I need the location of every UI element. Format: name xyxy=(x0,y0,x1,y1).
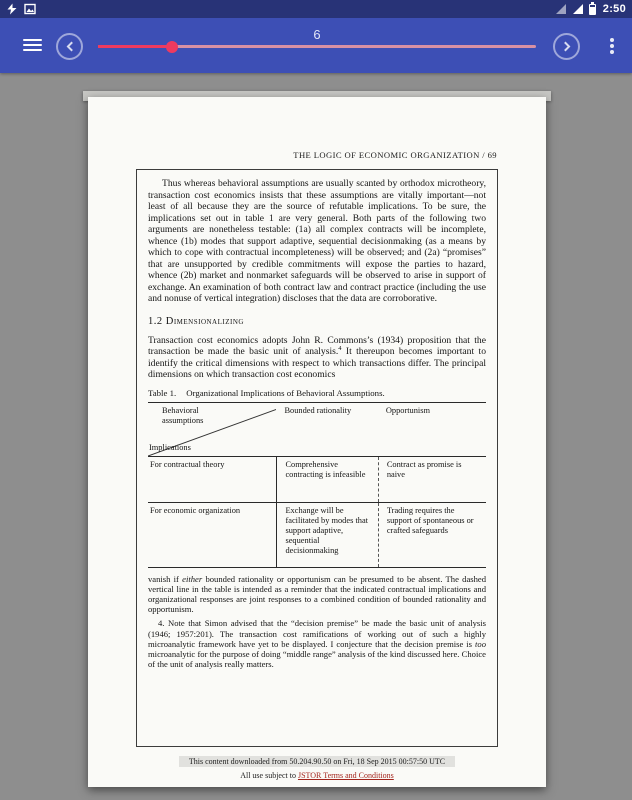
table-caption-label: Table 1. xyxy=(148,387,177,398)
table-cell: Exchange will be facilitated by modes that support adaptive, sequential decisionmaking xyxy=(276,503,377,567)
table-header-opportunism: Opportunism xyxy=(385,405,431,415)
table-header-bounded-rationality: Bounded rationality xyxy=(284,405,352,415)
status-bar xyxy=(0,0,632,18)
terms-link: JSTOR Terms and Conditions xyxy=(297,771,394,780)
paragraph: Thus whereas behavioral assumptions are usually scanted by orthodox microtheory, transaction cost economics insists that these assumptions are vitally important—not least of all because they are the source of refutable implications. To be sure, the implications set out in table 1 are very general. Both parts of the following two arguments are nonetheless testable: (1a) all complex contracts will be incomplete, whence (1b) modes that support adaptive, sequential decisionmaking (as a means by which to cope with contractual incompleteness) will be observed; and (2a) “promises” that are unsupported by credible commitments will expose the parties to hazard, whence (2b) market and nonmarket safeguards will be observed to arise in support of exchange. An examination of both contract law and contract practice (including the use and nonuse of vertical integration) discloses that the data are corroborative. xyxy=(148,178,486,304)
cellular-signal-2-icon xyxy=(572,3,584,15)
text-run: vanish if xyxy=(148,573,183,584)
paragraph xyxy=(148,335,486,381)
menu-icon[interactable] xyxy=(23,39,42,54)
slider-thumb[interactable] xyxy=(166,41,178,53)
document-canvas xyxy=(0,73,632,800)
status-time: 2:50 xyxy=(602,3,626,15)
text-run: Transaction cost economics adopts John R. Commons’s (1934) proposition that the transaction be made the basic unit of analysis. xyxy=(148,334,486,357)
status-system-area xyxy=(555,3,626,15)
text-run: bounded rationality or opportunism can be presumed to be absent. The dashed vertical line in the table is intended as a reminder that the indicated contractual implications and organizational responses are joint responses to a combined condition of bounded rationality and opportunism. xyxy=(148,573,487,615)
table-header-row xyxy=(148,403,486,457)
page-body xyxy=(136,169,498,747)
table-cell: For contractual theory xyxy=(150,459,225,469)
table-cell: Trading requires the support of spontaneous or crafted safeguards xyxy=(378,503,486,567)
table-header-implications: Implications xyxy=(149,442,191,452)
footnote-ref: 4 xyxy=(338,344,342,352)
download-notice: This content downloaded from 50.204.90.50 on Fri, 18 Sep 2015 00:57:50 UTC xyxy=(179,756,455,767)
overflow-menu-button[interactable] xyxy=(605,38,619,54)
text-run: 4. Note that Simon advised that the “decision premise” be made the basic unit of analysis (1946; 1957:201). The transaction cost ramifications of working out of such a highly microanalytic framework have yet to be displayed. I conjecture that the decision premise is xyxy=(148,618,486,649)
chevron-left-icon xyxy=(66,42,76,52)
slider-fill xyxy=(98,45,172,48)
battery-icon xyxy=(589,4,596,15)
table-header-behavioral: Behavioral assumptions xyxy=(162,405,204,425)
table-caption xyxy=(148,388,486,398)
next-page-button[interactable] xyxy=(553,33,580,60)
table-note xyxy=(148,574,486,615)
table xyxy=(148,402,486,568)
screenshot-icon xyxy=(24,3,36,15)
cellular-signal-icon xyxy=(555,3,567,15)
terms-line xyxy=(88,771,546,780)
page-slider[interactable] xyxy=(98,45,536,48)
prev-page-button[interactable] xyxy=(56,33,83,60)
page-number-label: 6 xyxy=(313,27,321,42)
page-slider-area xyxy=(98,18,536,73)
notification-icon xyxy=(6,3,18,15)
section-heading: 1.2 Dimensionalizing xyxy=(148,315,244,327)
toolbar xyxy=(0,18,632,73)
text-run-italic: too xyxy=(475,638,486,649)
table-diagonal-header xyxy=(148,403,276,456)
text-run: microanalytic for the purpose of doing “middle range” analysis of the kind discussed here. Choice of the unit of analysis really matters. xyxy=(148,648,486,670)
terms-prefix: All use subject to xyxy=(240,771,298,780)
chevron-right-icon xyxy=(560,42,570,52)
table-row xyxy=(148,457,486,503)
table-caption-text: Organizational Implications of Behavioral Assumptions. xyxy=(186,387,385,398)
jstor-footer xyxy=(88,751,546,780)
table-cell: For economic organization xyxy=(150,505,241,515)
footnote xyxy=(148,618,486,669)
running-head: THE LOGIC OF ECONOMIC ORGANIZATION / 69 xyxy=(293,150,497,160)
document-page[interactable] xyxy=(88,97,546,787)
text-run-italic: either xyxy=(182,573,203,584)
table-cell: Contract as promise is naive xyxy=(378,457,486,502)
text-run: It thereupon becomes important to identify the critical dimensions with respect to which transactions differ. The principal dimensions on which transaction cost economics xyxy=(148,346,486,380)
status-notification-area xyxy=(6,3,36,15)
download-notice-line xyxy=(88,751,546,769)
battery-level xyxy=(590,7,595,14)
table-row xyxy=(148,503,486,567)
table-cell: Comprehensive contracting is infeasible xyxy=(276,457,377,502)
